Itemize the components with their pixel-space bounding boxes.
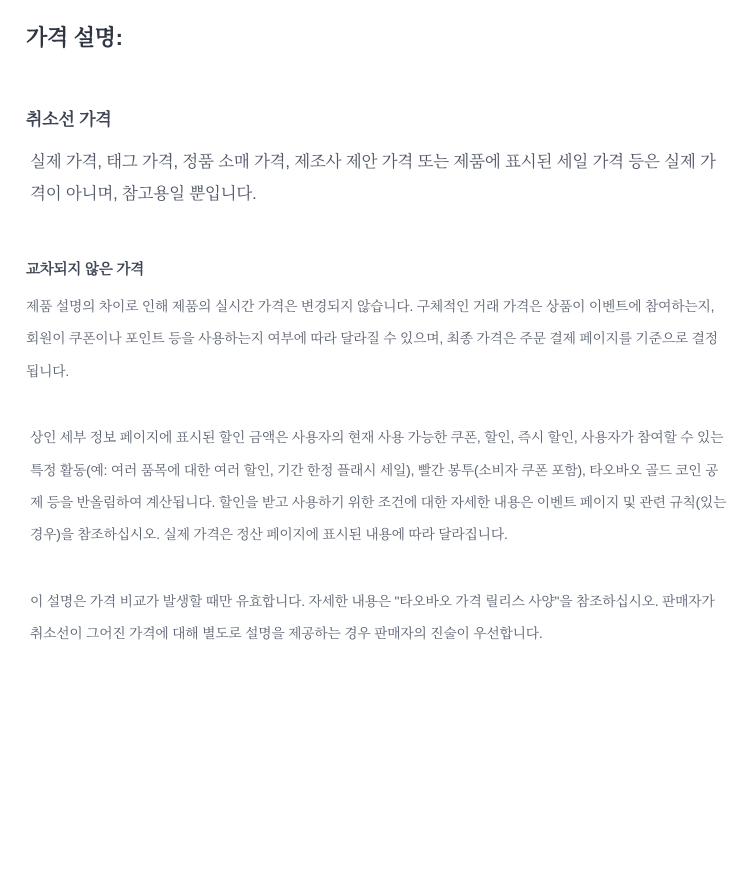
page-title: 가격 설명: xyxy=(26,25,123,50)
section-body-strikethrough-price: 실제 가격, 태그 가격, 정품 소매 가격, 제조사 제안 가격 또는 제품에 표시된 세일 가격 등은 실제 가격이 아니며, 참고용일 뿐입니다. xyxy=(30,152,716,203)
section-strikethrough-price xyxy=(26,105,728,210)
paragraph-realtime-price: 제품 설명의 차이로 인해 제품의 실시간 가격은 변경되지 않습니다. 구체적인 거래 가격은 상품이 이벤트에 참여하는지, 회원이 쿠폰이나 포인트 등을 사용하는지 여부에 따라 달라질 수 있으며, 최종 가격은 주문 결제 페이지를 기준으로 결정됩니다. xyxy=(26,298,718,379)
paragraph-validity-note: 이 설명은 가격 비교가 발생할 때만 유효합니다. 자세한 내용은 "타오바오 가격 릴리스 사양"을 참조하십시오. 판매자가 취소선이 그어진 가격에 대해 별도로 설명을 제공하는 경우 판매자의 진술이 우선합니다. xyxy=(30,593,715,642)
paragraph-discount-calculation: 상인 세부 정보 페이지에 표시된 할인 금액은 사용자의 현재 사용 가능한 쿠폰, 할인, 즉시 할인, 사용자가 참여할 수 있는 특정 활동(예: 여러 품목에 대한 여러 할인, 기간 한정 플래시 세일), 빨간 봉투(소비자 쿠폰 포함), 타오바오 골드 코인 공제 등을 반올림하여 계산됩니다. 할인을 받고 사용하기 위한 조건에 대한 자세한 내용은 이벤트 페이지 및 관련 규칙(있는 경우)을 참조하십시오. 실제 가격은 정산 페이지에 표시된 내용에 따라 달라집니다. xyxy=(30,430,727,543)
section-non-crossed-price xyxy=(26,258,728,651)
section-heading-non-crossed-price: 교차되지 않은 가격 xyxy=(26,261,145,278)
section-heading-strikethrough-price: 취소선 가격 xyxy=(26,109,112,129)
